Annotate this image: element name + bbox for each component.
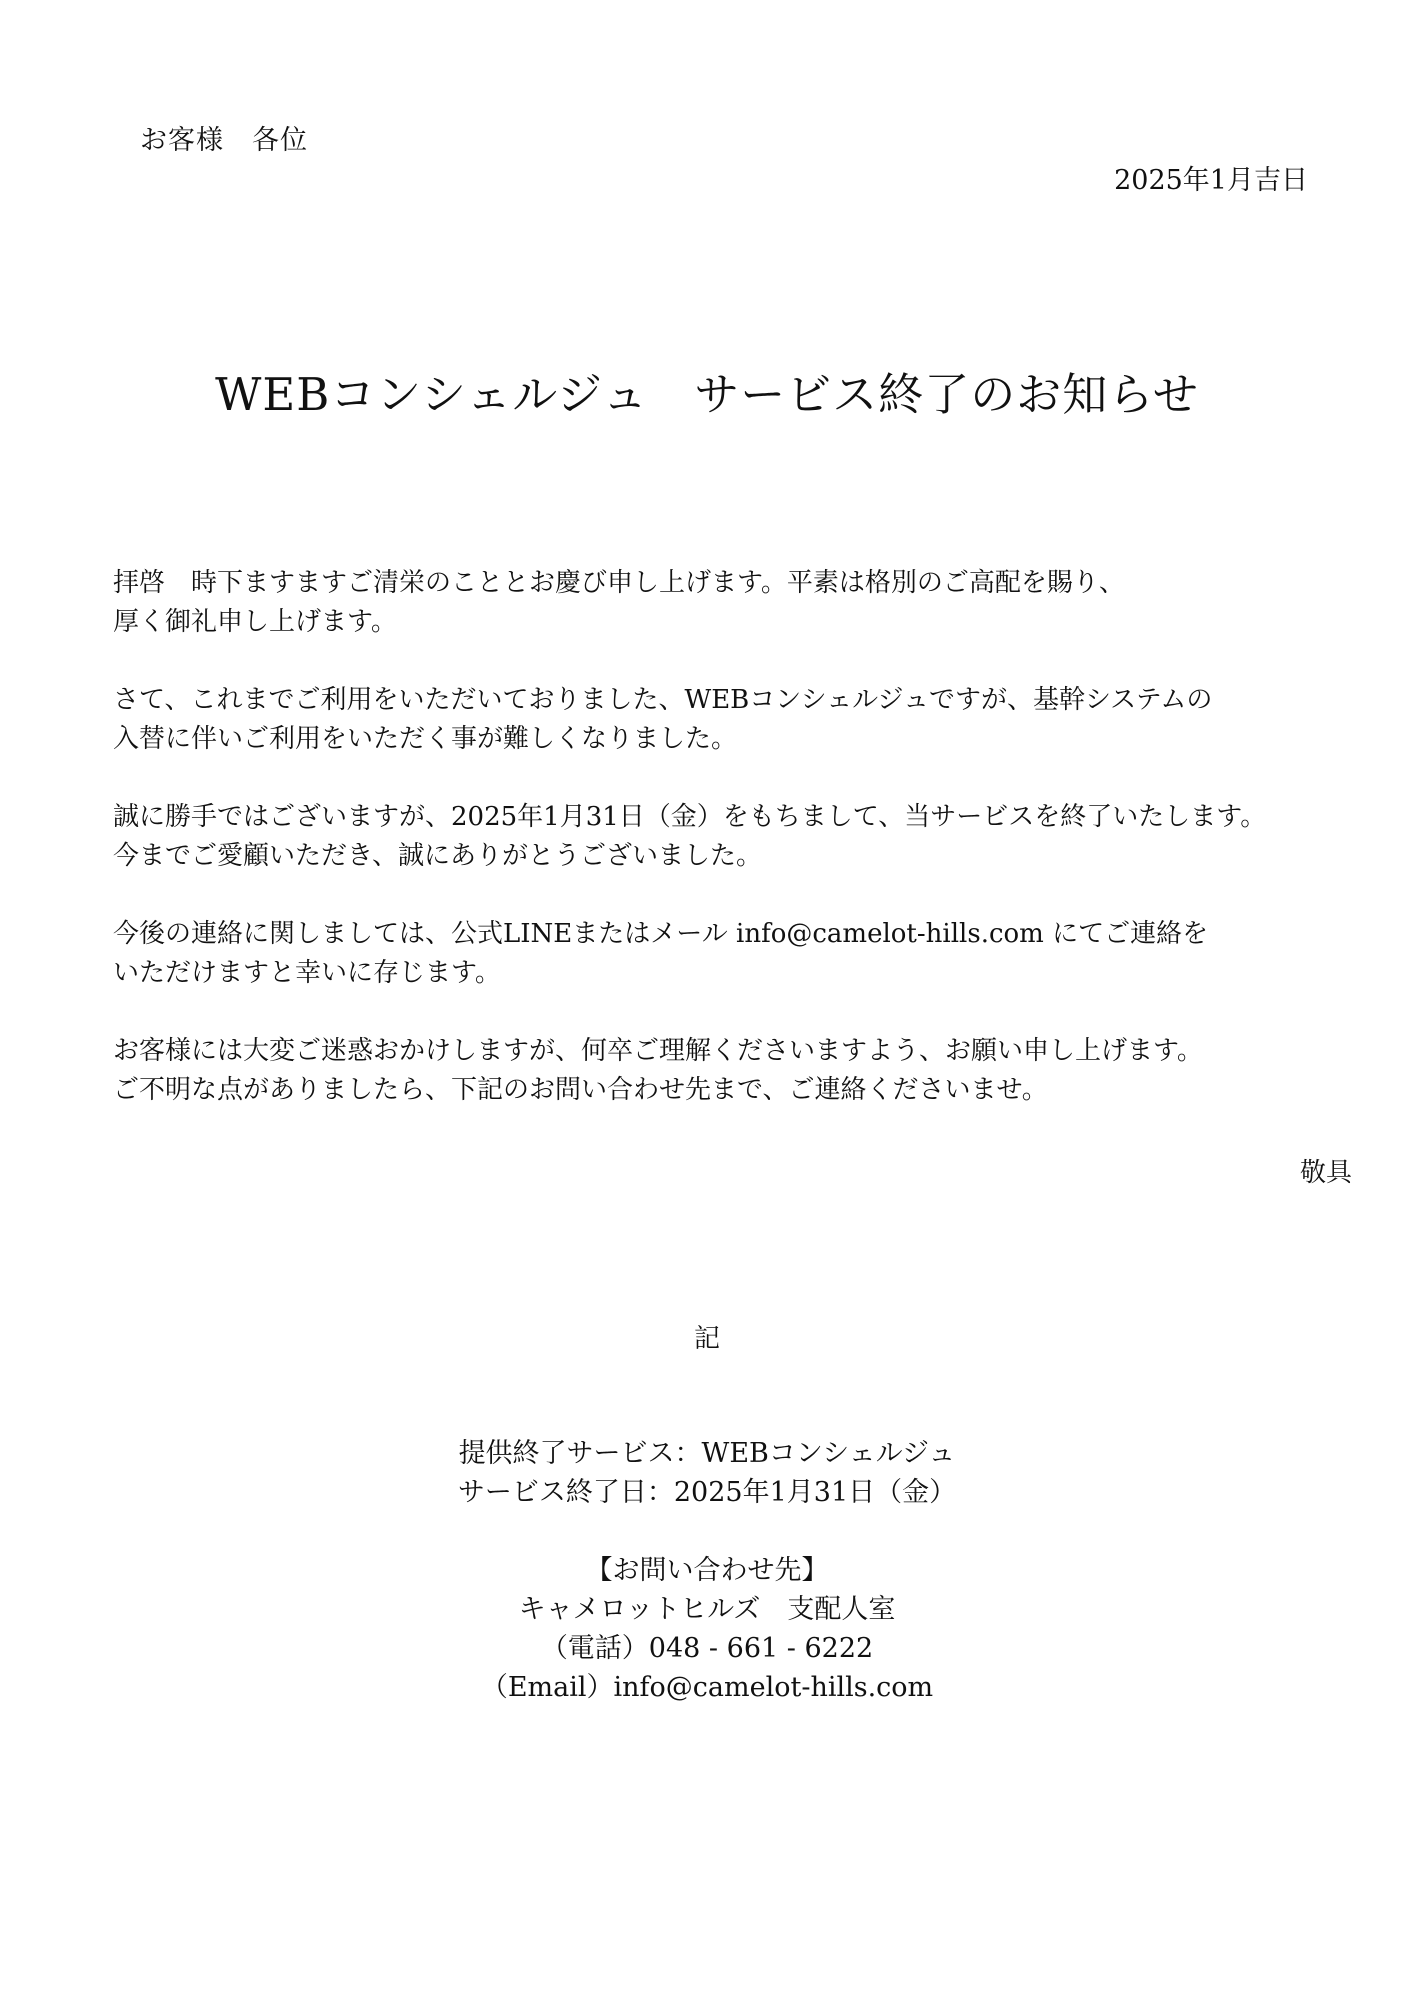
notice-details (0, 1434, 1414, 1707)
paragraph-greeting (113, 564, 1353, 642)
document-date: 2025年1月吉日 (1114, 165, 1308, 196)
paragraph-reason (113, 681, 1353, 759)
body-line: さて、これまでご利用をいただいておりました、WEBコンシェルジュですが、基幹システムの (113, 685, 1213, 715)
body-line: 今後の連絡に関しましては、公式LINEまたはメール info@camelot-hills.com にてご連絡を (113, 919, 1209, 949)
paragraph-contact (113, 915, 1353, 993)
body-line: 拝啓 時下ますますご清栄のこととお慶び申し上げます。平素は格別のご高配を賜り、 (113, 568, 1125, 598)
closing-phrase: 敬具 (1299, 1158, 1352, 1188)
notice-heading: 記 (693, 1324, 720, 1354)
body-line: 誠に勝手ではございますが、2025年1月31日（金）をもちまして、当サービスを終了いたします。 (113, 802, 1267, 832)
body-line: 入替に伴いご利用をいただく事が難しくなりました。 (113, 724, 738, 754)
contact-organization: キャメロットヒルズ 支配人室 (518, 1594, 896, 1625)
letter-body (113, 564, 1353, 1149)
spacer (0, 1512, 1414, 1551)
body-line: 今までご愛顧いただき、誠にありがとうございました。 (113, 841, 762, 871)
body-line: 厚く御礼申し上げます。 (113, 607, 397, 637)
body-line: ご不明な点がありましたら、下記のお問い合わせ先まで、ご連絡くださいませ。 (113, 1075, 1048, 1105)
page-title: WEBコンシェルジュ サービス終了のお知らせ (215, 368, 1199, 421)
end-date-line: サービス終了日：2025年1月31日（金） (457, 1477, 957, 1508)
paragraph-apology (113, 1032, 1353, 1110)
addressee: お客様 各位 (140, 125, 308, 156)
service-line: 提供終了サービス：WEBコンシェルジュ (458, 1438, 956, 1469)
contact-heading: 【お問い合わせ先】 (585, 1555, 829, 1586)
contact-email: （Email）info@camelot-hills.com (480, 1672, 934, 1703)
paragraph-end-date (113, 798, 1353, 876)
contact-phone: （電話）048 - 661 - 6222 (540, 1633, 874, 1664)
body-line: いただけますと幸いに存じます。 (113, 958, 501, 988)
body-line: お客様には大変ご迷惑おかけしますが、何卒ご理解くださいますよう、お願い申し上げます。 (113, 1036, 1203, 1066)
